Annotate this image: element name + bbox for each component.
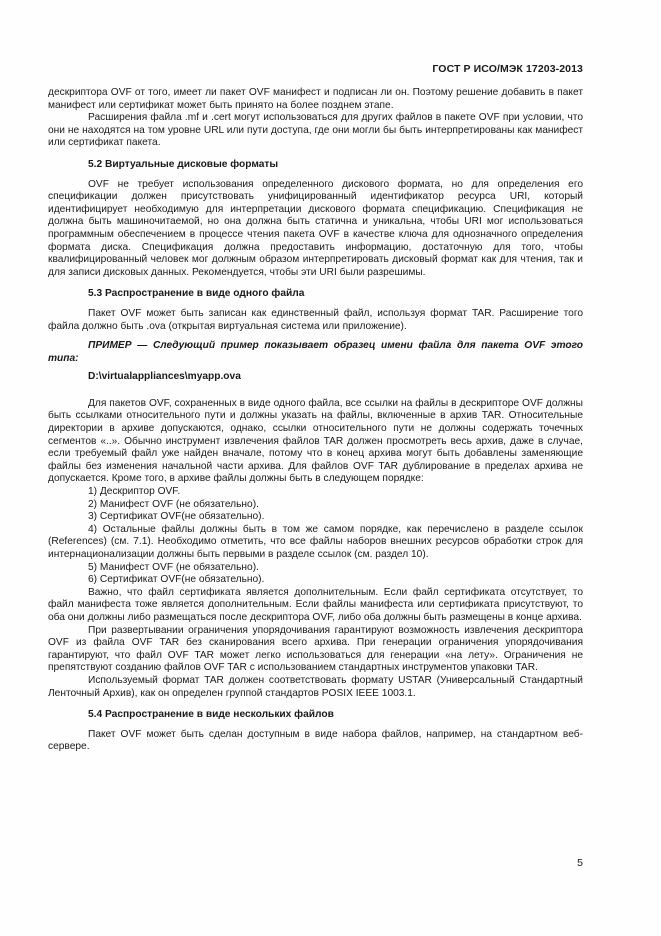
example-path: D:\virtualappliances\myapp.ova [88,371,241,383]
section-heading-5-4: 5.4 Распространение в виде нескольких файлов [88,709,334,721]
list-item: 3) Сертификат OVF(не обязательно). [88,511,265,523]
page-number: 5 [577,857,583,869]
section-heading-5-2: 5.2 Виртуальные дисковые форматы [88,158,279,170]
paragraph: Для пакетов OVF, сохраненных в виде одного файла, все ссылки на файлы в дескрипторе OVF должны быть ссылками относительного пути и должны указать на файлы, включенные в архив TAR. Относительные директории в архиве допускаются, однако, ссылки относительного пути не должны содержать точечных сегментов «..». Обычно инструмент извлечения файлов TAR должен просмотреть весь архив, даже в случае, если требуемый файл уже найден вначале, потому что в конец архива могут быть добавлены заменяющие файлы без изменения начальной части архива. Для файлов OVF TAR дублирование в пределах архива не допускается. Кроме того, в архиве файлы должны быть в следующем порядке: [48,397,583,485]
list-item: 4) Остальные файлы должны быть в том же самом порядке, как перечислено в разделе ссылок (References) (см. 7.1). Необходимо отметить, что все файлы наборов внешних ресурсов обработки строк для интернационализации должны быть первыми в разделе ссылок (см. раздел 10). [48,523,583,560]
document-header: ГОСТ Р ИСО/МЭК 17203-2013 [432,63,583,75]
paragraph: Расширения файла .mf и .cert могут использоваться для других файлов в пакете OVF при условии, что они не находятся на том уровне URL или пути доступа, где они могли бы быть интерпретированы как манифест или сертификат пакета. [48,112,583,149]
list-item: 5) Манифест OVF (не обязательно). [88,561,259,573]
section-heading-5-3: 5.3 Распространение в виде одного файла [88,288,305,300]
paragraph: Пакет OVF может быть записан как единственный файл, используя формат TAR. Расширение того файла должно быть .ova (открытая виртуальная система или приложение). [48,307,583,332]
list-item: 1) Дескриптор OVF. [88,486,181,498]
paragraph: Важно, что файл сертификата является дополнительным. Если файл сертификата отсутствует, то файл манифеста тоже является дополнительным. Если файлы манифеста или сертификата присутствуют, то оба они должны либо размещаться после дескриптора OVF, либо оба должны быть размещены в конце архива. [48,586,583,623]
document-body [48,87,583,754]
paragraph: OVF не требует использования определенного дискового формата, но для определения его спецификации должен присутствовать унифицированный идентификатор ресурса URI, который идентифицирует необходимую для интерпретации дискового формата спецификацию. Спецификация не должна быть машиночитаемой, но она должна быть статична и уникальна, чтобы URI мог использоваться программным обеспечением в процессе чтения пакета OVF в качестве ключа для однозначного определения формата диска. Спецификация должна предоставить информацию, достаточную для того, чтобы квалифицированный человек мог должным образом интерпретировать дисковый формат как для чтения, так и для записи дисковых данных. Рекомендуется, чтобы эти URI были разрешимы. [48,178,583,278]
paragraph: Используемый формат TAR должен соответствовать формату USTAR (Универсальный Стандартный Ленточный Архив), как он определен группой стандартов POSIX IEEE 1003.1. [48,674,583,699]
paragraph: Пакет OVF может быть сделан доступным в виде набора файлов, например, на стандартном веб-сервере. [48,728,583,753]
list-item: 2) Манифест OVF (не обязательно). [88,498,259,510]
example-note: ПРИМЕР — Следующий пример показывает образец имени файла для пакета OVF этого типа: [48,340,583,364]
paragraph: При развертывании ограничения упорядочивания гарантируют возможность извлечения дескриптора OVF из файла OVF TAR без сканирования всего архива. При генерации ограничения упорядочивания гарантируют, что файл OVF TAR может легко использоваться для генерации «на лету». Ограничения не препятствуют созданию файлов OVF TAR с использованием стандартных инструментов упаковки TAR. [48,624,583,674]
paragraph: дескриптора OVF от того, имеет ли пакет OVF манифест и подписан ли он. Поэтому решение добавить в пакет манифест или сертификат может быть принято на более позднем этапе. [48,87,583,111]
list-item: 6) Сертификат OVF(не обязательно). [88,574,265,586]
